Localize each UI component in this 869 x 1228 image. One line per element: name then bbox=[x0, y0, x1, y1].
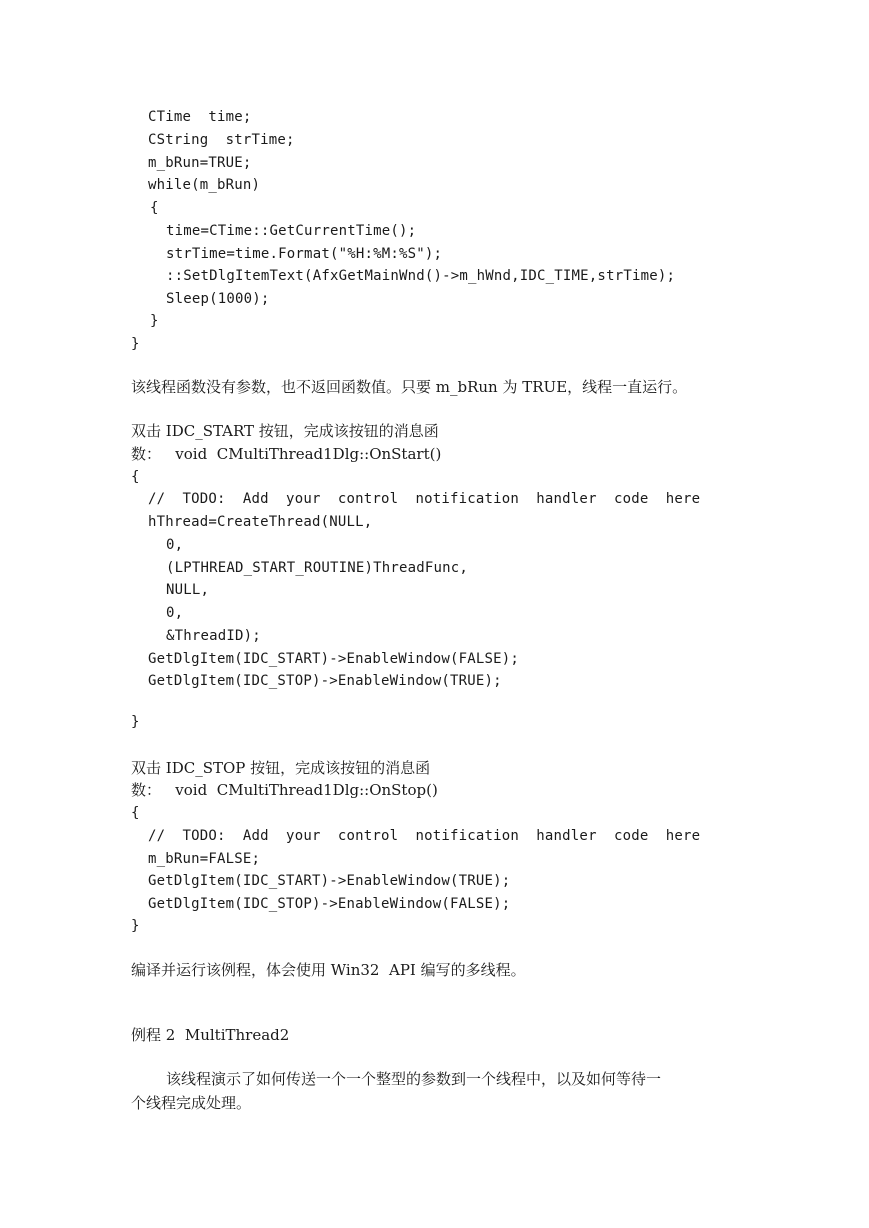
code-line: } bbox=[150, 313, 159, 329]
code-line: strTime=time.Format("%H:%M:%S"); bbox=[166, 246, 443, 262]
code-line: { bbox=[131, 805, 140, 821]
paragraph: 编译并运行该例程，体会使用 Win32 API 编写的多线程。 bbox=[131, 961, 526, 979]
code-line: 0, bbox=[166, 605, 184, 621]
example-title: 例程 2 MultiThread2 bbox=[131, 1026, 290, 1044]
code-line: CTime time; bbox=[148, 109, 252, 125]
code-line: // TODO: Add your control notification handler code here bbox=[148, 828, 701, 844]
code-line: GetDlgItem(IDC_STOP)->EnableWindow(TRUE); bbox=[148, 673, 502, 689]
code-line: m_bRun=TRUE; bbox=[148, 155, 252, 171]
code-line: &ThreadID); bbox=[166, 628, 261, 644]
section-intro: 数： void CMultiThread1Dlg::OnStart() bbox=[131, 445, 442, 463]
code-line: hThread=CreateThread(NULL, bbox=[148, 514, 373, 530]
code-line: { bbox=[150, 200, 159, 216]
code-line: GetDlgItem(IDC_START)->EnableWindow(TRUE); bbox=[148, 873, 511, 889]
paragraph: 个线程完成处理。 bbox=[131, 1094, 252, 1112]
paragraph: 该线程演示了如何传送一个一个整型的参数到一个线程中，以及如何等待一 bbox=[166, 1070, 662, 1088]
section-intro: 双击 IDC_START 按钮，完成该按钮的消息函 bbox=[131, 422, 439, 440]
code-line: (LPTHREAD_START_ROUTINE)ThreadFunc, bbox=[166, 560, 469, 576]
code-line: CString strTime; bbox=[148, 132, 295, 148]
code-line: NULL, bbox=[166, 582, 210, 598]
code-line: Sleep(1000); bbox=[166, 291, 270, 307]
section-intro: 双击 IDC_STOP 按钮，完成该按钮的消息函 bbox=[131, 759, 431, 777]
section-intro: 数： void CMultiThread1Dlg::OnStop() bbox=[131, 781, 438, 799]
code-line: } bbox=[131, 714, 140, 730]
code-line: } bbox=[131, 918, 140, 934]
code-line: { bbox=[131, 469, 140, 485]
code-line: } bbox=[131, 336, 140, 352]
code-line: 0, bbox=[166, 537, 184, 553]
paragraph: 该线程函数没有参数，也不返回函数值。只要 m_bRun 为 TRUE，线程一直运行。 bbox=[131, 378, 688, 396]
code-line: ::SetDlgItemText(AfxGetMainWnd()->m_hWnd,IDC_TIME,strTime); bbox=[166, 268, 676, 284]
code-line: m_bRun=FALSE; bbox=[148, 851, 261, 867]
code-line: GetDlgItem(IDC_START)->EnableWindow(FALSE); bbox=[148, 651, 520, 667]
code-line: GetDlgItem(IDC_STOP)->EnableWindow(FALSE); bbox=[148, 896, 511, 912]
code-line: // TODO: Add your control notification handler code here bbox=[148, 491, 701, 507]
code-line: while(m_bRun) bbox=[148, 177, 261, 193]
code-line: time=CTime::GetCurrentTime(); bbox=[166, 223, 417, 239]
